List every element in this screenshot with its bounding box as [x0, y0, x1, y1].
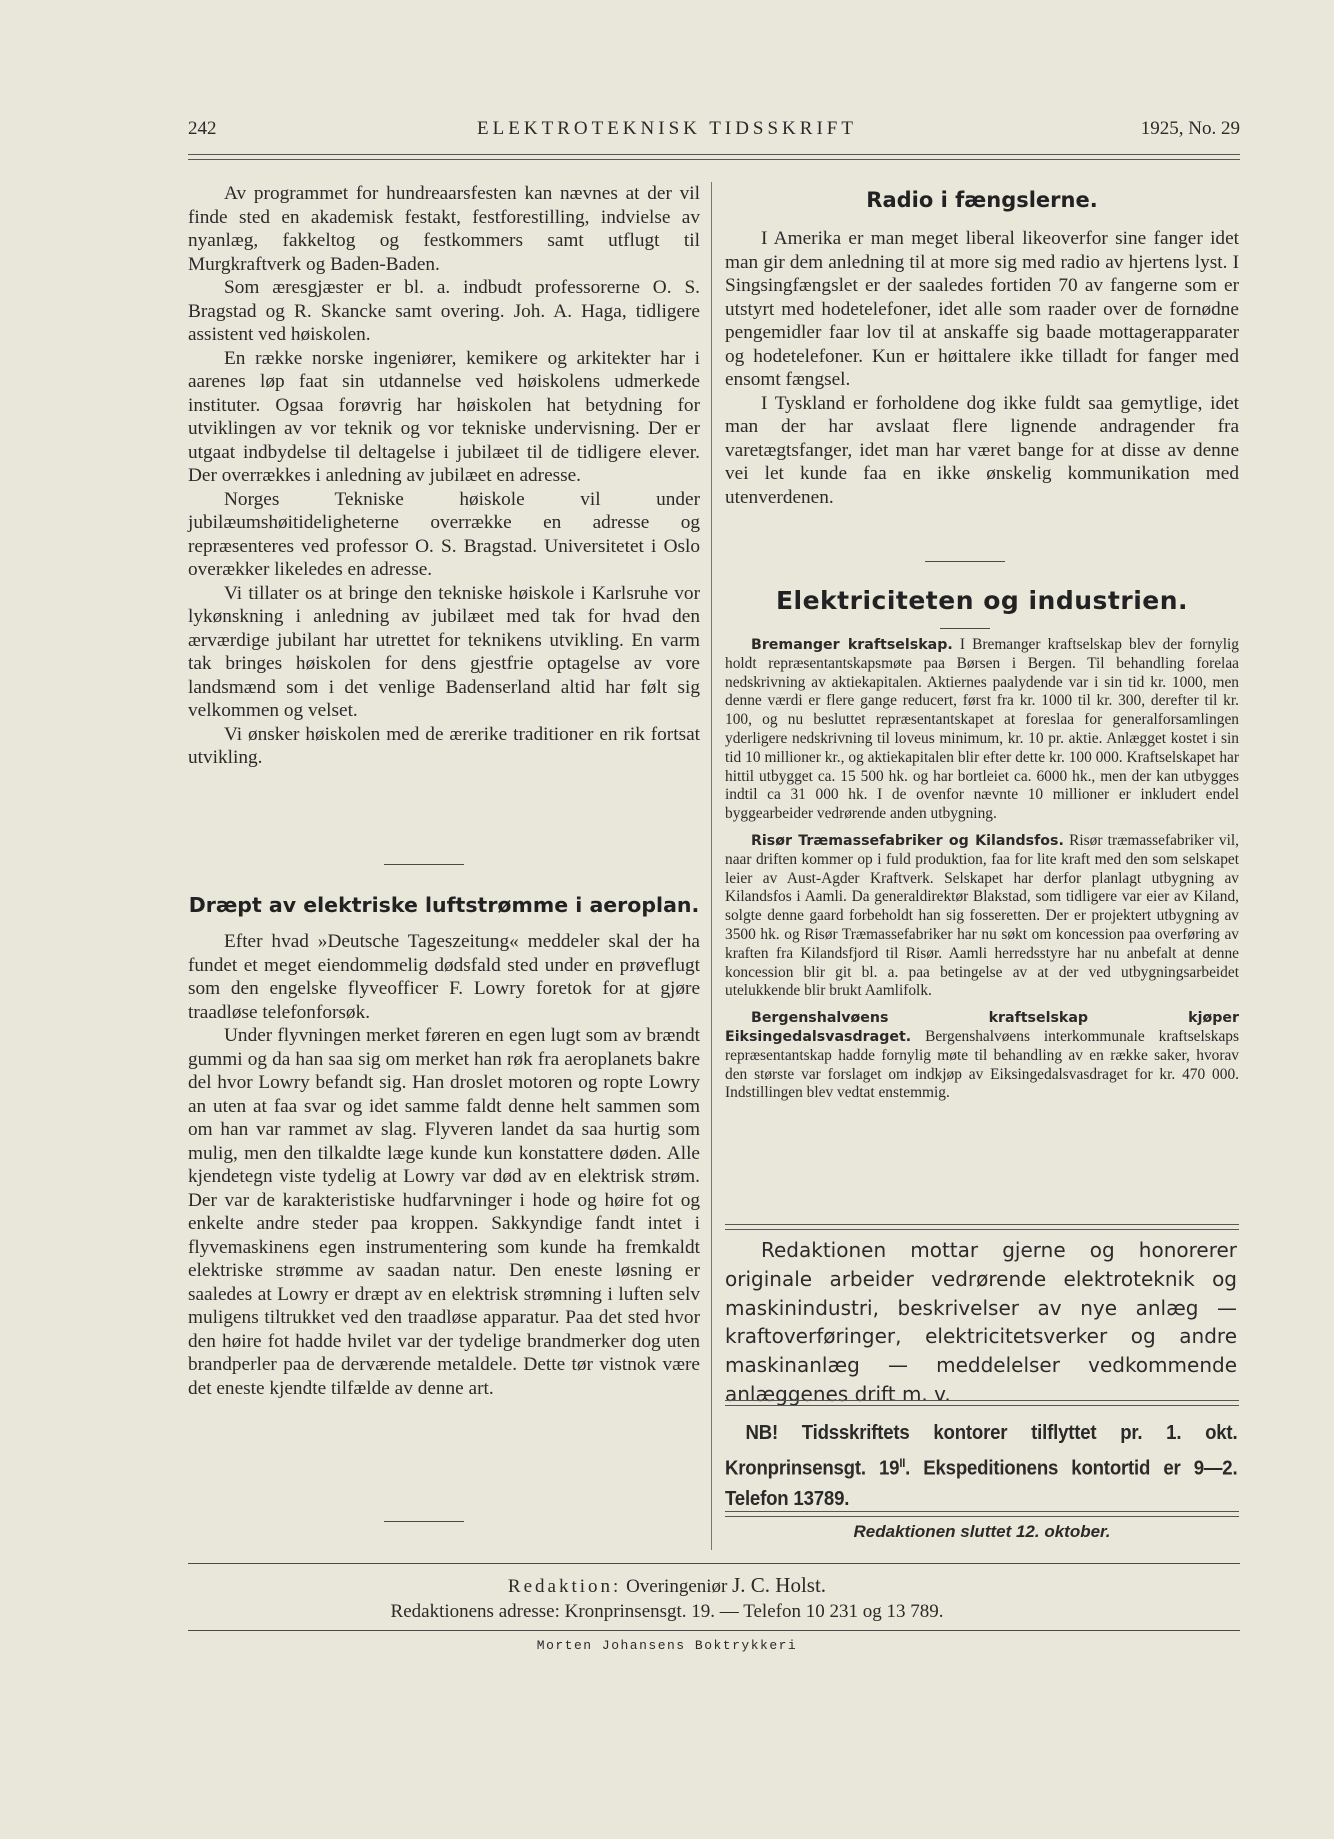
footer-rule — [188, 1563, 1240, 1564]
notice-rule — [725, 1224, 1239, 1230]
paragraph: I Tyskland er forholdene dog ikke fuldt saa gemytlige, idet man der har avslaat flere lignende andragender fra varetægtsfanger, idet man har været bange for at disse av denne vei let kunde faa en ikke ønskelig kommunikation med utenverdenen. — [725, 392, 1239, 508]
paragraph: I Amerika er man meget liberal likeoverfor sine fanger idet man gir dem anledning til at more sig med radio av hjertens lyst. I Singsingfængslet er der saaledes fortiden 70 av fangerne som er utstyrt med hodetelefoner, idet alle som raader over de fornødne pengemidler faar lov til at anskaffe sig baade mottagerapparater og hodetelefoner. Kun er høittalere ikke tilladt for fanger med ensomt fængsel. — [725, 228, 1239, 390]
journal-title: ELEKTROTEKNISK TIDSSKRIFT — [477, 118, 857, 139]
editor-line — [0, 1573, 1334, 1598]
paragraph: En række norske ingeniører, kemikere og arkitekter har i aarenes løp faat sin utdannelse ved høiskolens udmerkede instituter. Ogsaa forøvrig har høiskolen hat betydning for utviklingen av vor teknik og vor tekniske undervisning. Der er utgaat indbydelse til deltagelse i jubilæet til de tidligere elever. Der overrækkes i anledning av jubilæet en adresse. — [188, 347, 700, 486]
paragraph: Av programmet for hundreaarsfesten kan nævnes at der vil finde sted en akademisk festakt, festforestilling, indvielse av nyanlæg, fakkeltog og festkommers samt utflugt til Murgkraftverk og Baden-Baden. — [188, 183, 700, 275]
notice-rule — [725, 1511, 1239, 1517]
news-lead: Bremanger kraftselskap. — [751, 637, 953, 653]
article-title: Dræpt av elektriske luftstrømme i aeroplan. — [188, 893, 700, 917]
header-rule — [188, 154, 1240, 160]
section-separator — [925, 561, 1005, 562]
paragraph: Efter hvad »Deutsche Tageszeitung« meddeler skal der ha fundet et meget eiendommelig dødsfald sted under en prøveflugt som den engelske flyveofficer F. Lowry foretok for at gjøre traadløse telefonforsøk. — [188, 931, 700, 1023]
news-text: I Bremanger kraftselskap blev der fornylig holdt repræsentantskapsmøte paa Børsen i Bergen. Til behandling forelaa nedskrivning av aktiekapitalen. Aktiernes paalydende var i sin tid kr. 1000, men denne værdi er flere gange reducert, først fra kr. 1000 til kr. 300, derefter til kr. 100, og nu besluttet repræsentantskapet at foreslaa for generalforsamlingen yderligere nedskrivning til loveus minimum, kr. 10 pr. aktie. Anlægget kostet i sin tid 10 millioner kr., og aktiekapitalen blir efter dette kr. 100 000. Kraftselskapet har hittil utbygget ca. 15 500 hk. og har bortleiet ca. 6000 hk., men der kan utbygges indtil ca 31 000 hk. I de ovenfor nævnte 10 millioner er inkludert endel byggearbeider vedrørende anden utbygning. — [725, 636, 1239, 823]
industry-title: Elektriciteten og industrien. — [775, 586, 1189, 615]
news-text: Bergenshalvøens interkommunale kraftselskaps repræsentantskap hadde fornylig møte til behandling av en række saker, hvorav den største var forslaget om indkjøp av Eiksingedalsvasdraget for kr. 470 000. Indstillingen blev vedtat enstemmig. — [725, 1027, 1239, 1102]
paragraph: Under flyvningen merket føreren en egen lugt som av brændt gummi og da han saa sig om merket han røk fra aeroplanets bakre del hvor Lowry befandt sig. Han droslet motoren og ropte Lowry an uten at faa svar og idet samme faldt denne helt sammen som om han var rammet av slag. Flyveren landet da saa hurtig som mulig, men den tilkaldte læge kunde kun konstattere døden. Alle kjendetegn viste tydelig at Lowry var død av en elektrisk strøm. Der var de karakteristiske hudfarvninger i hode og høire fot og enkelte andre steder paa kroppen. Sakkyndige fandt intet i flyvemaskinens egen instrumentering som kunde ha fremkaldt elektriske strømme av saadan natur. Den eneste løsning er saaledes at Lowry er dræpt av en elektrisk strømning i luften selv muligens tiltrukket ved den traadløse apparatur. Paa det sted hvor den høire fot hadde hvilet var der tydelige brandmerker dog uten brandperler paa de derværende metaldele. Dette tør vistnok være det eneste kjendte tilfælde av denne art. — [188, 1025, 700, 1399]
news-item — [725, 1009, 1239, 1103]
office-move-notice — [725, 1418, 1237, 1514]
news-lead: Risør Træmassefabriker og Kilandsfos. — [751, 832, 1064, 849]
section-separator — [384, 864, 464, 865]
nb-text: NB! Tidsskriftets kontorer tilflyttet pr. 1. okt. Kronprinsensgt. 19 — [725, 1422, 1238, 1480]
article-radio — [725, 227, 1239, 509]
printer-credit: Morten Johansens Boktrykkeri — [536, 1638, 798, 1653]
article-airplane — [188, 930, 700, 1400]
address-line: Redaktionens adresse: Kronprinsensgt. 19. — Telefon 10 231 og 13 789. — [390, 1601, 944, 1622]
paragraph: Vi ønsker høiskolen med de ærerike traditioner en rik fortsat utvikling. — [188, 723, 700, 768]
title-underline — [940, 628, 990, 629]
industry-news — [725, 636, 1239, 1111]
notice-rule — [725, 1400, 1239, 1406]
news-lead: Bergenshalvøens kraftselskap kjøper Eiksingedalsvasdraget. — [725, 1010, 1239, 1045]
news-item — [725, 636, 1239, 824]
paragraph: Vi tillater os at bringe den tekniske høiskole i Karlsruhe vor lykønskning i anledning av jubilæet med tak for hvad den ærværdige jubilant har utrettet for teknikens utvikling. En varm tak bringes høiskolen for dens gjestfrie optagelse av vore landsmænd som i det venlige Badenserland altid har følt sig velkommen og velset. — [188, 582, 700, 721]
news-text: Risør træmassefabriker vil, naar driften kommer op i fuld produktion, faa for lite kraft med den som selskapet leier av Aust-Agder Kraftverk. Selskapet har derfor planlagt utbygning av Kilandsfos i Aamli. Da generaldirektør Blakstad, som tidligere var eier av Kiland, solgte denne gaard forbeholdt han sig fosseretten. Der er projektert utbygning av 3500 hk. og Risør Træmassefabriker har nu søkt om koncession paa overføring av kraften fra Kilandsfjord til Risør. Aamli herredsstyre har nu anbefalt at denne koncession blir git bl. a. paa betingelse av at der ved utbygningsarbeidet utelukkende blir brukt Aamlifolk. — [725, 831, 1239, 1000]
paragraph: Som æresgjæster er bl. a. indbudt professorerne O. S. Bragstad og R. Skancke samt overing. Joh. A. Haga, tidligere assistent ved høiskolen. — [188, 277, 700, 345]
nb-sup: II — [899, 1456, 906, 1470]
closing-note: Redaktionen sluttet 12. oktober. — [853, 1522, 1111, 1541]
paragraph: Norges Tekniske høiskole vil under jubilæumshøitideligheterne overrække en adresse og repræsenteres ved professor O. S. Bragstad. Universitetet i Oslo overækker likeledes en adresse. — [188, 488, 700, 580]
editor-label: Redaktion: — [507, 1576, 622, 1597]
radio-title: Radio i fængslerne. — [866, 188, 1098, 212]
issue-number: 1925, No. 29 — [1140, 118, 1240, 139]
section-separator — [384, 1521, 464, 1522]
nb-text: . Ekspeditionens kontortid er 9—2. Telefon 13789. — [725, 1457, 1238, 1510]
footer-rule — [188, 1630, 1240, 1631]
page-number: 242 — [188, 118, 217, 139]
article-jubilee — [188, 182, 700, 770]
editor-title: Overingeniør — [626, 1576, 728, 1597]
column-divider — [711, 182, 712, 1550]
news-item — [725, 832, 1239, 1001]
editorial-notice: Redaktionen mottar gjerne og honorerer originale arbeider vedrørende elektroteknik og maskinindustri, beskrivelser av nye anlæg — kraftoverføringer, elektricitetsverker og andre maskinanlæg — meddelelser vedkommende anlæggenes drift m. v. — [725, 1238, 1237, 1406]
editor-name: J. C. Holst. — [732, 1573, 827, 1597]
